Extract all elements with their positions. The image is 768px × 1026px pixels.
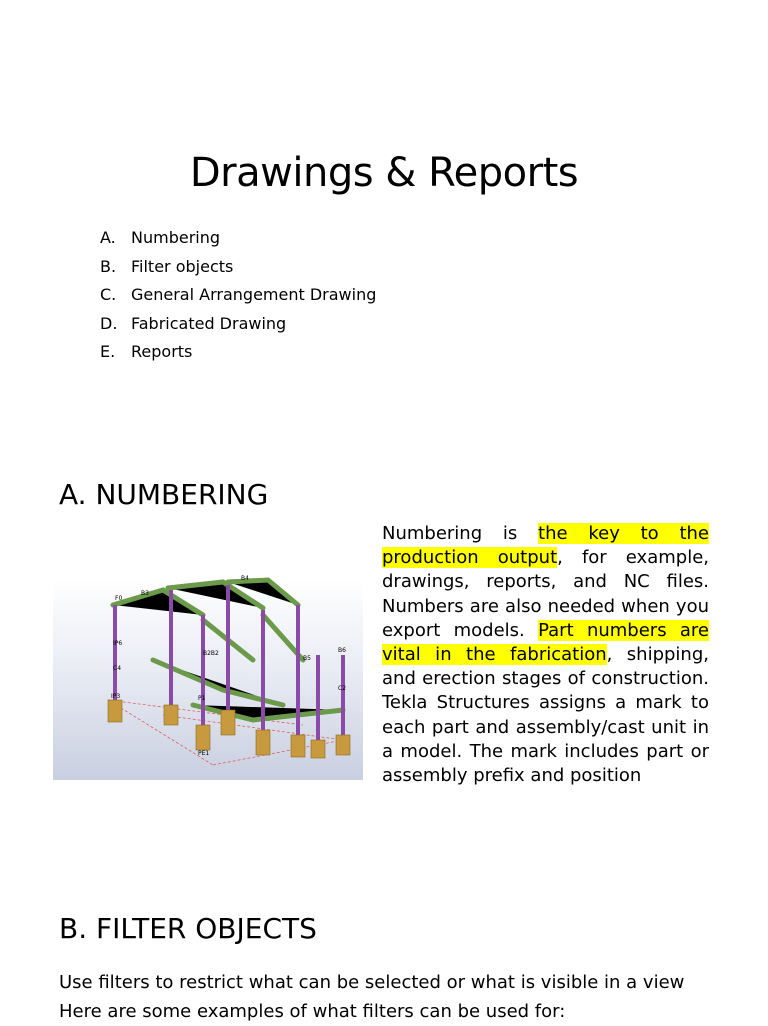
toc-item <box>100 342 376 371</box>
toc-letter: A. <box>100 228 116 247</box>
filter-line-2: Here are some examples of what filters can be used for: <box>59 1001 566 1022</box>
toc-item <box>100 257 376 286</box>
part-label: B4 <box>241 575 249 582</box>
table-of-contents <box>100 228 376 371</box>
numbering-paragraph <box>382 522 709 788</box>
part-label: B5 <box>303 655 311 662</box>
part-label: C4 <box>113 665 122 672</box>
toc-letter: D. <box>100 313 118 333</box>
part-label: C11 <box>173 607 185 614</box>
para-text: , for example, drawings, reports, and NC files. Numbers are also needed when you export models. <box>382 547 709 641</box>
toc-item <box>100 285 376 314</box>
part-label: B2B2 <box>203 650 219 657</box>
part-label: PE1 <box>198 750 210 757</box>
part-label: IP6 <box>113 640 123 647</box>
toc-item <box>100 314 376 343</box>
toc-label: Reports <box>131 342 193 362</box>
toc-letter: B. <box>100 256 117 276</box>
section-a-heading: A. NUMBERING <box>59 478 269 511</box>
structure-model-figure <box>53 560 363 780</box>
toc-label: Fabricated Drawing <box>131 313 287 333</box>
part-label: B6 <box>338 647 346 654</box>
filter-objects-text <box>59 968 684 1026</box>
highlighted-text: the key to the production output <box>382 523 709 569</box>
toc-label: General Arrangement Drawing <box>131 285 377 305</box>
part-label: IP3 <box>111 693 121 700</box>
part-label: P1 <box>198 695 206 702</box>
part-label: C2 <box>338 685 347 692</box>
para-text: Numbering is <box>382 523 539 544</box>
page-title: Drawings & Reports <box>189 150 579 196</box>
toc-letter: C. <box>100 285 117 305</box>
toc-label: Filter objects <box>131 256 234 276</box>
highlighted-text: Part numbers are vital in the fabrication <box>382 619 709 666</box>
toc-letter: E. <box>100 342 116 362</box>
section-b-heading: B. FILTER OBJECTS <box>59 912 317 945</box>
toc-item <box>100 228 376 257</box>
toc-label: Numbering <box>131 228 221 247</box>
part-label: F0 <box>115 595 123 602</box>
part-label: B3 <box>141 590 149 597</box>
filter-line-1: Use filters to restrict what can be selected or what is visible in a view <box>59 972 685 993</box>
para-text: , shipping, and erection stages of construction. Tekla Structures assigns a mark to each part and assembly/cast unit in a model. The mark includes part or assembly prefix and position <box>382 644 709 787</box>
